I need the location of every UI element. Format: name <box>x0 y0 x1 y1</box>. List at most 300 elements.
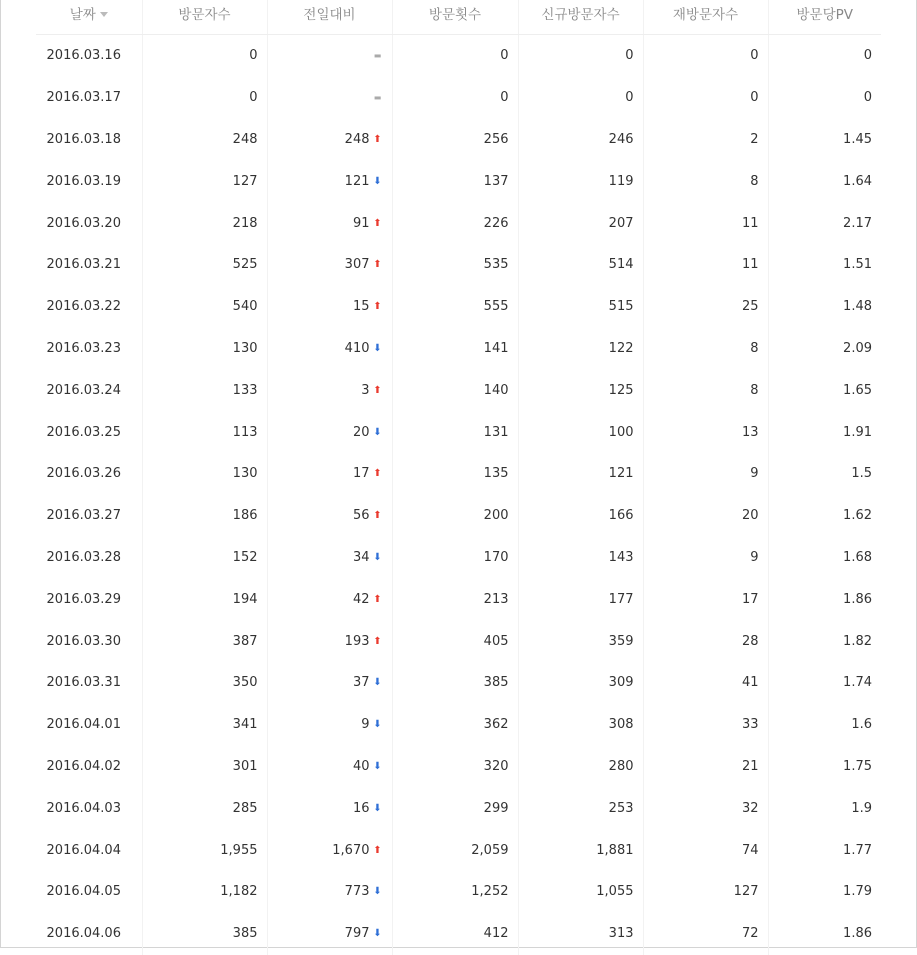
date-cell-value: 2016.03.18 <box>46 131 121 147</box>
returning-visitors-cell-value: 28 <box>741 633 759 649</box>
visits-cell-value: 1,252 <box>471 884 509 900</box>
pv-per-visit-cell <box>768 913 881 955</box>
diff-cell-value: 17 <box>352 466 370 482</box>
date-cell <box>36 328 142 370</box>
pv-per-visit-cell <box>768 286 881 328</box>
diff-cell-value: 37 <box>352 675 370 691</box>
returning-visitors-cell <box>643 453 768 495</box>
returning-visitors-cell-value: 32 <box>741 800 759 816</box>
new-visitors-cell <box>518 328 643 370</box>
new-visitors-cell-value: 207 <box>608 215 634 231</box>
returning-visitors-cell-value: 2 <box>750 131 759 147</box>
new-visitors-cell <box>518 411 643 453</box>
returning-visitors-cell-value: 74 <box>741 842 759 858</box>
visits-cell-value: 170 <box>483 549 509 565</box>
pv-per-visit-cell-value: 1.86 <box>843 926 872 942</box>
visitors-cell-value: 152 <box>232 549 258 565</box>
visits-cell-value: 200 <box>483 508 509 524</box>
pv-per-visit-cell-value: 1.75 <box>843 758 872 774</box>
diff-cell <box>267 913 392 955</box>
visitors-cell <box>142 578 267 620</box>
returning-visitors-cell <box>643 871 768 913</box>
visitors-cell <box>142 537 267 579</box>
visitors-cell-value: 540 <box>232 299 258 315</box>
pv-per-visit-cell <box>768 202 881 244</box>
new-visitors-cell-value: 515 <box>608 299 634 315</box>
new-visitors-cell-value: 121 <box>608 466 634 482</box>
visits-cell <box>392 704 518 746</box>
pv-per-visit-cell-value: 1.5 <box>851 466 872 482</box>
table-header-row <box>36 0 881 35</box>
visits-cell-value: 320 <box>483 758 509 774</box>
date-cell <box>36 746 142 788</box>
pv-per-visit-cell <box>768 829 881 871</box>
diff-cell <box>267 829 392 871</box>
visits-cell-value: 226 <box>483 215 509 231</box>
new-visitors-cell <box>518 537 643 579</box>
date-cell-value: 2016.03.17 <box>46 90 121 106</box>
visits-cell <box>392 77 518 119</box>
returning-visitors-cell <box>643 620 768 662</box>
visitors-cell-value: 0 <box>249 90 258 106</box>
pv-per-visit-cell-value: 1.6 <box>851 717 872 733</box>
new-visitors-cell <box>518 77 643 119</box>
visitors-cell-value: 350 <box>232 675 258 691</box>
diff-cell <box>267 244 392 286</box>
visitors-cell-value: 194 <box>232 591 258 607</box>
date-cell-value: 2016.03.24 <box>46 382 121 398</box>
visits-cell-value: 213 <box>483 591 509 607</box>
new-visitors-cell <box>518 746 643 788</box>
table-row <box>36 829 881 871</box>
diff-cell-value: 91 <box>352 215 370 231</box>
visitors-cell-value: 130 <box>232 466 258 482</box>
pv-per-visit-cell-value: 1.9 <box>851 800 872 816</box>
pv-per-visit-cell <box>768 578 881 620</box>
date-cell-value: 2016.03.30 <box>46 633 121 649</box>
returning-visitors-cell <box>643 328 768 370</box>
table-row <box>36 77 881 119</box>
returning-visitors-cell <box>643 913 768 955</box>
pv-per-visit-cell <box>768 871 881 913</box>
returning-visitors-cell-value: 72 <box>741 926 759 942</box>
visits-cell <box>392 119 518 161</box>
arrow-down-icon: ⬇ <box>373 802 382 814</box>
visitors-cell <box>142 453 267 495</box>
visits-cell <box>392 537 518 579</box>
diff-cell-value: 15 <box>352 299 370 315</box>
table-row <box>36 202 881 244</box>
new-visitors-cell-value: 122 <box>608 340 634 356</box>
diff-cell <box>267 328 392 370</box>
diff-cell-value: 193 <box>344 633 370 649</box>
returning-visitors-cell <box>643 829 768 871</box>
visitors-cell-value: 186 <box>232 508 258 524</box>
date-cell <box>36 495 142 537</box>
returning-visitors-cell <box>643 411 768 453</box>
visits-cell-value: 2,059 <box>471 842 509 858</box>
diff-cell-value: 3 <box>361 382 370 398</box>
pv-per-visit-cell-value: 1.82 <box>843 633 872 649</box>
date-cell-value: 2016.03.25 <box>46 424 121 440</box>
arrow-up-icon: ⬆ <box>373 844 382 856</box>
visitors-cell <box>142 286 267 328</box>
date-cell <box>36 244 142 286</box>
table-row <box>36 286 881 328</box>
diff-cell-value: 56 <box>352 508 370 524</box>
arrow-up-icon: ⬆ <box>373 384 382 396</box>
new-visitors-cell-value: 1,881 <box>596 842 634 858</box>
visitors-cell <box>142 704 267 746</box>
dash-icon: ▬ <box>373 51 382 61</box>
diff-cell <box>267 704 392 746</box>
table-row <box>36 35 881 77</box>
visitors-cell-value: 1,182 <box>220 884 258 900</box>
visitors-cell <box>142 913 267 955</box>
table-row <box>36 369 881 411</box>
visits-cell <box>392 286 518 328</box>
diff-cell <box>267 202 392 244</box>
visitors-cell-value: 301 <box>232 758 258 774</box>
visitors-cell-value: 525 <box>232 257 258 273</box>
diff-cell-value: 20 <box>352 424 370 440</box>
visits-cell <box>392 453 518 495</box>
date-cell-value: 2016.03.28 <box>46 549 121 565</box>
dash-icon: ▬ <box>373 93 382 103</box>
date-cell <box>36 369 142 411</box>
new-visitors-cell-value: 280 <box>608 758 634 774</box>
pv-per-visit-cell-value: 1.77 <box>843 842 872 858</box>
arrow-up-icon: ⬆ <box>373 301 382 313</box>
diff-cell <box>267 746 392 788</box>
new-visitors-cell <box>518 160 643 202</box>
pv-per-visit-cell <box>768 537 881 579</box>
visitors-cell <box>142 202 267 244</box>
date-cell-value: 2016.04.03 <box>46 800 121 816</box>
date-cell <box>36 871 142 913</box>
visitors-cell-value: 133 <box>232 382 258 398</box>
visitors-cell-value: 0 <box>249 48 258 64</box>
new-visitors-cell <box>518 871 643 913</box>
new-visitors-cell <box>518 662 643 704</box>
new-visitors-cell-value: 313 <box>608 926 634 942</box>
visits-cell <box>392 829 518 871</box>
table-row <box>36 787 881 829</box>
new-visitors-cell <box>518 787 643 829</box>
new-visitors-cell <box>518 202 643 244</box>
returning-visitors-cell-value: 41 <box>741 675 759 691</box>
visitors-cell <box>142 495 267 537</box>
new-visitors-cell-value: 177 <box>608 591 634 607</box>
pv-per-visit-cell-value: 1.74 <box>843 675 872 691</box>
diff-cell <box>267 286 392 328</box>
returning-visitors-cell-value: 8 <box>750 382 759 398</box>
pv-per-visit-cell <box>768 328 881 370</box>
returning-visitors-cell-value: 127 <box>733 884 759 900</box>
column-header-new-visitors[interactable]: 신규방문자수 <box>518 0 643 35</box>
visitors-cell <box>142 244 267 286</box>
visitors-cell-value: 130 <box>232 340 258 356</box>
date-cell <box>36 286 142 328</box>
returning-visitors-cell-value: 9 <box>750 549 759 565</box>
visitors-cell <box>142 35 267 77</box>
returning-visitors-cell <box>643 704 768 746</box>
pv-per-visit-cell <box>768 453 881 495</box>
diff-cell <box>267 35 392 77</box>
pv-per-visit-cell-value: 0 <box>863 48 872 64</box>
visitors-cell <box>142 328 267 370</box>
date-cell-value: 2016.03.20 <box>46 215 121 231</box>
visits-cell-value: 0 <box>500 90 509 106</box>
pv-per-visit-cell <box>768 35 881 77</box>
date-cell <box>36 160 142 202</box>
new-visitors-cell-value: 166 <box>608 508 634 524</box>
column-header-date[interactable] <box>36 0 142 35</box>
pv-per-visit-cell-value: 1.68 <box>843 549 872 565</box>
pv-per-visit-cell-value: 1.48 <box>843 299 872 315</box>
table-row <box>36 119 881 161</box>
arrow-down-icon: ⬇ <box>373 551 382 563</box>
column-header-visits[interactable]: 방문횟수 <box>392 0 518 35</box>
visitors-cell <box>142 119 267 161</box>
table-row <box>36 620 881 662</box>
diff-cell <box>267 537 392 579</box>
visits-cell-value: 135 <box>483 466 509 482</box>
visits-cell <box>392 871 518 913</box>
visits-cell <box>392 913 518 955</box>
column-header-diff[interactable]: 전일대비 <box>267 0 392 35</box>
new-visitors-cell <box>518 244 643 286</box>
pv-per-visit-cell <box>768 746 881 788</box>
visitor-stats-table <box>36 0 881 955</box>
returning-visitors-cell-value: 17 <box>741 591 759 607</box>
returning-visitors-cell-value: 8 <box>750 340 759 356</box>
pv-per-visit-cell-value: 2.17 <box>843 215 872 231</box>
date-cell-value: 2016.04.06 <box>46 926 121 942</box>
new-visitors-cell <box>518 369 643 411</box>
date-cell <box>36 829 142 871</box>
returning-visitors-cell <box>643 119 768 161</box>
diff-cell <box>267 453 392 495</box>
new-visitors-cell-value: 1,055 <box>596 884 634 900</box>
pv-per-visit-cell <box>768 787 881 829</box>
diff-cell <box>267 411 392 453</box>
diff-cell <box>267 369 392 411</box>
date-cell-value: 2016.04.02 <box>46 758 121 774</box>
arrow-down-icon: ⬇ <box>373 677 382 689</box>
visitors-cell <box>142 369 267 411</box>
pv-per-visit-cell-value: 1.64 <box>843 173 872 189</box>
visits-cell <box>392 787 518 829</box>
table-row <box>36 328 881 370</box>
visitors-cell-value: 285 <box>232 800 258 816</box>
new-visitors-cell-value: 514 <box>608 257 634 273</box>
visits-cell <box>392 244 518 286</box>
date-cell <box>36 202 142 244</box>
visits-cell-value: 131 <box>483 424 509 440</box>
date-cell <box>36 787 142 829</box>
arrow-down-icon: ⬇ <box>373 886 382 898</box>
column-header-returning-visitors[interactable]: 재방문자수 <box>643 0 768 35</box>
visits-cell <box>392 578 518 620</box>
table-row <box>36 537 881 579</box>
visits-cell-value: 385 <box>483 675 509 691</box>
returning-visitors-cell <box>643 578 768 620</box>
new-visitors-cell-value: 246 <box>608 131 634 147</box>
pv-per-visit-cell <box>768 244 881 286</box>
diff-cell <box>267 871 392 913</box>
returning-visitors-cell-value: 25 <box>741 299 759 315</box>
returning-visitors-cell-value: 20 <box>741 508 759 524</box>
visits-cell <box>392 662 518 704</box>
returning-visitors-cell <box>643 746 768 788</box>
returning-visitors-cell <box>643 35 768 77</box>
date-cell <box>36 620 142 662</box>
visitors-cell <box>142 160 267 202</box>
diff-cell-value: 121 <box>344 173 370 189</box>
new-visitors-cell-value: 253 <box>608 800 634 816</box>
visits-cell <box>392 495 518 537</box>
returning-visitors-cell-value: 11 <box>741 215 759 231</box>
visits-cell-value: 405 <box>483 633 509 649</box>
pv-per-visit-cell <box>768 119 881 161</box>
returning-visitors-cell <box>643 662 768 704</box>
visits-cell <box>392 160 518 202</box>
date-cell-value: 2016.03.19 <box>46 173 121 189</box>
new-visitors-cell <box>518 453 643 495</box>
date-cell-value: 2016.03.22 <box>46 299 121 315</box>
date-cell <box>36 704 142 746</box>
column-header-pv-per-visit[interactable]: 방문당PV <box>768 0 881 35</box>
arrow-up-icon: ⬆ <box>373 593 382 605</box>
new-visitors-cell-value: 143 <box>608 549 634 565</box>
visits-cell-value: 362 <box>483 717 509 733</box>
returning-visitors-cell-value: 8 <box>750 173 759 189</box>
new-visitors-cell-value: 308 <box>608 717 634 733</box>
returning-visitors-cell <box>643 160 768 202</box>
returning-visitors-cell-value: 9 <box>750 466 759 482</box>
table-row <box>36 704 881 746</box>
returning-visitors-cell <box>643 787 768 829</box>
new-visitors-cell <box>518 913 643 955</box>
visits-cell-value: 256 <box>483 131 509 147</box>
arrow-up-icon: ⬆ <box>373 259 382 271</box>
returning-visitors-cell <box>643 286 768 328</box>
table-row <box>36 453 881 495</box>
pv-per-visit-cell <box>768 620 881 662</box>
arrow-down-icon: ⬇ <box>373 426 382 438</box>
new-visitors-cell <box>518 704 643 746</box>
pv-per-visit-cell <box>768 411 881 453</box>
diff-cell-value: 1,670 <box>332 842 370 858</box>
returning-visitors-cell-value: 0 <box>750 90 759 106</box>
diff-cell-value: 42 <box>352 591 370 607</box>
returning-visitors-cell <box>643 202 768 244</box>
diff-cell <box>267 160 392 202</box>
table-row <box>36 662 881 704</box>
date-cell-value: 2016.03.27 <box>46 508 121 524</box>
visits-cell-value: 140 <box>483 382 509 398</box>
date-cell <box>36 453 142 495</box>
pv-per-visit-cell-value: 1.91 <box>843 424 872 440</box>
visits-cell <box>392 202 518 244</box>
new-visitors-cell <box>518 620 643 662</box>
visitors-cell-value: 113 <box>232 424 258 440</box>
date-cell-value: 2016.04.04 <box>46 842 121 858</box>
new-visitors-cell-value: 125 <box>608 382 634 398</box>
date-cell-value: 2016.03.31 <box>46 675 121 691</box>
new-visitors-cell <box>518 286 643 328</box>
date-cell-value: 2016.04.05 <box>46 884 121 900</box>
diff-cell <box>267 578 392 620</box>
arrow-down-icon: ⬇ <box>373 719 382 731</box>
visitors-cell <box>142 662 267 704</box>
new-visitors-cell-value: 0 <box>625 48 634 64</box>
pv-per-visit-cell-value: 1.45 <box>843 131 872 147</box>
returning-visitors-cell-value: 21 <box>741 758 759 774</box>
visits-cell <box>392 328 518 370</box>
arrow-up-icon: ⬆ <box>373 510 382 522</box>
visits-cell-value: 0 <box>500 48 509 64</box>
arrow-up-icon: ⬆ <box>373 468 382 480</box>
returning-visitors-cell <box>643 537 768 579</box>
date-cell <box>36 119 142 161</box>
returning-visitors-cell-value: 0 <box>750 48 759 64</box>
pv-per-visit-cell-value: 0 <box>863 90 872 106</box>
date-cell-value: 2016.03.16 <box>46 48 121 64</box>
visitors-cell <box>142 787 267 829</box>
pv-per-visit-cell-value: 1.65 <box>843 382 872 398</box>
visitors-cell <box>142 77 267 119</box>
returning-visitors-cell <box>643 369 768 411</box>
pv-per-visit-cell-value: 1.51 <box>843 257 872 273</box>
diff-cell <box>267 119 392 161</box>
table-row <box>36 411 881 453</box>
date-cell <box>36 77 142 119</box>
visits-cell <box>392 620 518 662</box>
sort-down-icon[interactable] <box>100 12 108 17</box>
diff-cell-value: 773 <box>344 884 370 900</box>
date-cell-value: 2016.03.21 <box>46 257 121 273</box>
returning-visitors-cell-value: 13 <box>741 424 759 440</box>
pv-per-visit-cell <box>768 704 881 746</box>
column-header-visitors[interactable]: 방문자수 <box>142 0 267 35</box>
diff-cell-value: 40 <box>352 758 370 774</box>
visitors-cell-value: 1,955 <box>220 842 258 858</box>
visits-cell-value: 137 <box>483 173 509 189</box>
diff-cell-value: 34 <box>352 549 370 565</box>
visits-cell-value: 299 <box>483 800 509 816</box>
pv-per-visit-cell <box>768 77 881 119</box>
new-visitors-cell-value: 119 <box>608 173 634 189</box>
date-cell-value: 2016.03.26 <box>46 466 121 482</box>
visits-cell-value: 412 <box>483 926 509 942</box>
pv-per-visit-cell <box>768 369 881 411</box>
diff-cell <box>267 495 392 537</box>
date-cell <box>36 35 142 77</box>
new-visitors-cell <box>518 35 643 77</box>
arrow-down-icon: ⬇ <box>373 928 382 940</box>
diff-cell <box>267 787 392 829</box>
visitors-cell <box>142 620 267 662</box>
pv-per-visit-cell-value: 1.62 <box>843 508 872 524</box>
table-row <box>36 746 881 788</box>
diff-cell-value: 248 <box>344 131 370 147</box>
visits-cell-value: 535 <box>483 257 509 273</box>
arrow-down-icon: ⬇ <box>373 760 382 772</box>
diff-cell <box>267 662 392 704</box>
visits-cell <box>392 746 518 788</box>
